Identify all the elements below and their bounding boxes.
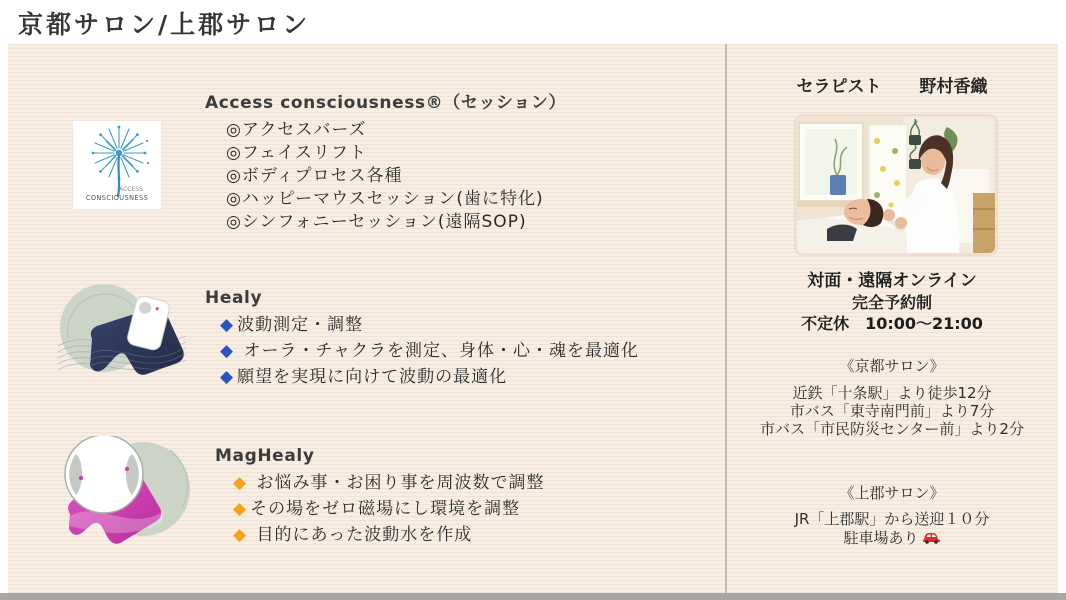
double-circle-bullet-icon: ◎ [226, 189, 242, 209]
therapy-session-photo [795, 115, 997, 255]
kamigori-access-line: JR「上郡駅」から送迎１０分 [794, 510, 990, 528]
kamigori-salon-heading: 《上郡サロン》 [839, 484, 945, 502]
maghealy-feature-list [233, 470, 544, 548]
list-item-label: シンフォニーセッション(遠隔SOP) [241, 212, 527, 232]
list-item-label: 目的にあった波動水を作成 [250, 525, 473, 545]
therapist-role-label: セラピスト [796, 77, 882, 97]
orange-diamond-bullet-icon: ◆ [233, 499, 248, 519]
healy-device-icon [56, 276, 188, 400]
blue-diamond-bullet-icon: ◆ [220, 367, 235, 387]
bottom-edge-bar [0, 593, 1066, 600]
dandelion-logo-icon [73, 121, 161, 209]
blue-diamond-bullet-icon: ◆ [220, 341, 235, 361]
therapist-line [726, 72, 1058, 97]
maghealy-device-icon [50, 436, 192, 570]
list-item-label: ボディプロセス各種 [241, 166, 403, 186]
orange-diamond-bullet-icon: ◆ [233, 525, 248, 545]
access-section-heading: Access consciousness®（セッション） [205, 93, 567, 113]
list-item [226, 142, 544, 165]
kyoto-access-line: 近鉄「十条駅」より徒歩12分 [792, 384, 992, 402]
list-item-label: お悩み事・お困り事を周波数で調整 [250, 473, 545, 493]
double-circle-bullet-icon: ◎ [226, 212, 242, 232]
maghealy-section-heading: MagHealy [215, 446, 315, 466]
kyoto-access-line: 市バス「市民防災センター前」より2分 [760, 420, 1024, 438]
list-item [226, 165, 544, 188]
access-service-list [226, 119, 544, 234]
healy-feature-list [220, 312, 639, 390]
kyoto-access-line: 市バス「東寺南門前」より7分 [789, 402, 995, 420]
list-item [220, 364, 639, 390]
list-item-label: 波動測定・調整 [237, 315, 364, 335]
blue-diamond-bullet-icon: ◆ [220, 315, 235, 335]
double-circle-bullet-icon: ◎ [226, 166, 242, 186]
salon-info-column [726, 44, 1058, 593]
list-item [220, 312, 639, 338]
page-title: 京都サロン/上郡サロン [18, 5, 316, 46]
parking-text: 駐車場あり [843, 529, 919, 547]
logo-text-access: ACCESS [119, 186, 143, 193]
healy-section-heading: Healy [205, 288, 263, 308]
orange-diamond-bullet-icon: ◆ [233, 473, 248, 493]
double-circle-bullet-icon: ◎ [226, 120, 242, 140]
list-item-label: アクセスバーズ [241, 120, 367, 140]
list-item [226, 211, 544, 234]
logo-text-consciousness: CONSCIOUSNESS [85, 194, 149, 202]
list-item [233, 496, 544, 522]
list-item [233, 470, 544, 496]
business-hours-text: 不定休 10:00〜21:00 [801, 314, 983, 333]
kyoto-salon-heading: 《京都サロン》 [839, 357, 945, 375]
red-car-icon [922, 530, 941, 548]
list-item-label: ハッピーマウスセッション(歯に特化) [241, 189, 544, 209]
list-item-label: その場をゼロ磁場にし環境を調整 [250, 499, 521, 519]
list-item [226, 119, 544, 142]
kamigori-access-line [726, 527, 1058, 548]
access-consciousness-logo [72, 120, 162, 210]
list-item [233, 522, 544, 548]
booking-policy-text: 完全予約制 [851, 293, 932, 312]
list-item [226, 188, 544, 211]
list-item [220, 338, 639, 364]
service-mode-text: 対面・遠隔オンライン [807, 271, 977, 291]
double-circle-bullet-icon: ◎ [226, 143, 242, 163]
list-item-label: フェイスリフト [241, 143, 367, 163]
therapist-name: 野村香織 [919, 77, 988, 97]
list-item-label: オーラ・チャクラを測定、身体・心・魂を最適化 [237, 341, 639, 361]
list-item-label: 願望を実現に向けて波動の最適化 [237, 367, 508, 387]
